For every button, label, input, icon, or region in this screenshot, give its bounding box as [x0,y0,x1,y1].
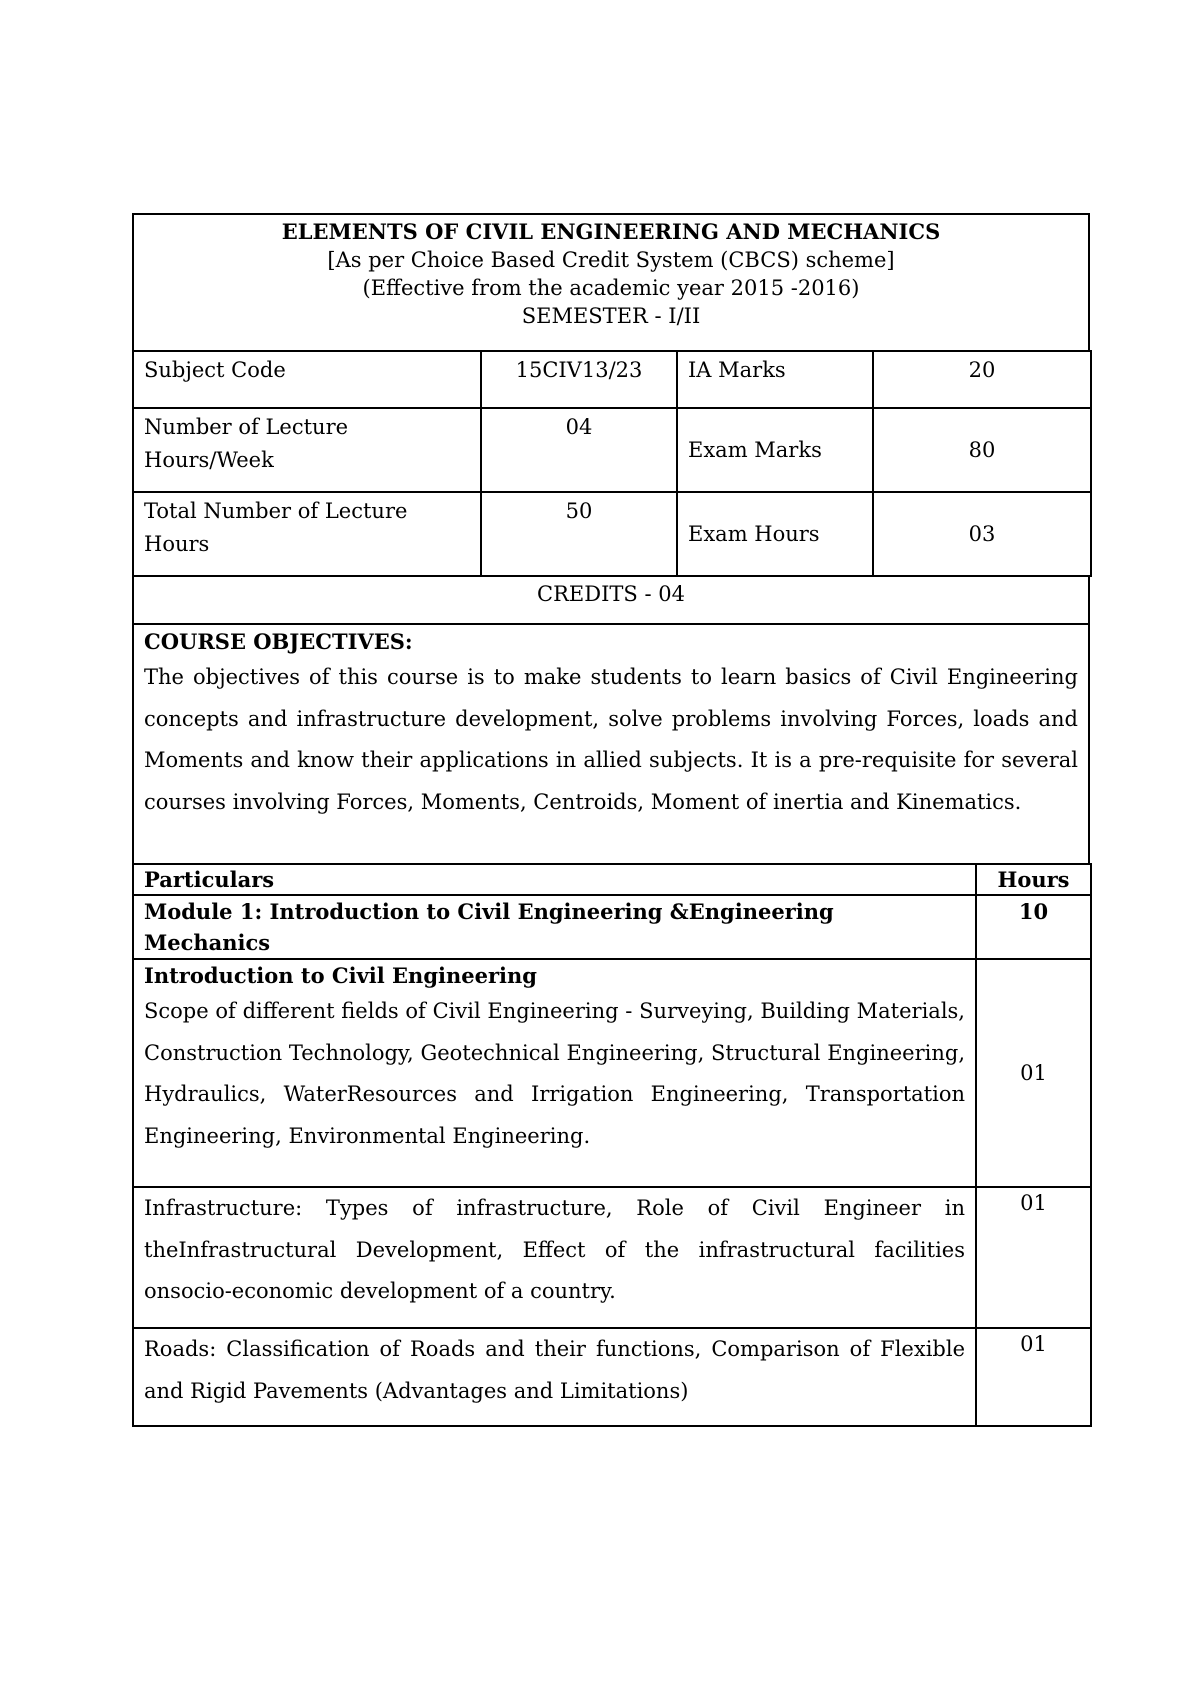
course-info-table [132,350,1092,577]
exam-marks-label: Exam Marks [677,408,873,492]
info-row-subject-code [133,351,1091,408]
topic-row [133,959,1091,1187]
module-hours: 10 [976,895,1091,959]
topic-intro-civil [133,959,976,1187]
syllabus-table [132,863,1092,1427]
topic-text: Scope of different fields of Civil Engineering - Surveying, Building Materials, Construction Technology, Geotechnical Engineering, Structural Engineering, Hydraulics, WaterResources and Irrigation Engineering, Transportation Engineering, Environmental Engineering. [144,999,965,1148]
topic-row [133,1328,1091,1426]
course-title: ELEMENTS OF CIVIL ENGINEERING AND MECHANICS [281,219,941,244]
topic-subtitle: Introduction to Civil Engineering [144,963,537,988]
ia-marks-value: 20 [873,351,1091,408]
hours-header: Hours [976,864,1091,895]
cbcs-line: [As per Choice Based Credit System (CBCS) scheme] [327,248,895,272]
objectives-table [132,623,1090,865]
module-title: Module 1: Introduction to Civil Engineering &Engineering Mechanics [133,895,976,959]
exam-marks-value: 80 [873,408,1091,492]
course-objectives [133,624,1089,864]
subject-code-label: Subject Code [133,351,481,408]
effective-year-line: (Effective from the academic year 2015 -2016) [362,276,860,300]
total-hours-label: Total Number of Lecture Hours [133,492,481,576]
objectives-text: The objectives of this course is to make students to learn basics of Civil Engineering concepts and infrastructure development, solve problems involving Forces, loads and Moments and know their applications in allied subjects. It is a pre-requisite for several courses involving Forces, Moments, Centroids, Moment of inertia and Kinematics. [144,665,1078,814]
topic-hours: 01 [976,959,1091,1187]
info-row-total-hours [133,492,1091,576]
ia-marks-label: IA Marks [677,351,873,408]
subject-code-value: 15CIV13/23 [481,351,677,408]
lecture-hours-week-value: 04 [481,408,677,492]
total-hours-value: 50 [481,492,677,576]
info-row-lecture-hours [133,408,1091,492]
topic-infrastructure [133,1187,976,1328]
lecture-hours-week-label: Number of Lecture Hours/Week [133,408,481,492]
topic-text: Infrastructure: Types of infrastructure, Role of Civil Engineer in theInfrastructural Development, Effect of the infrastructural facilities onsocio-economic development of a country. [144,1196,965,1303]
topic-hours: 01 [976,1328,1091,1426]
syllabus-header-row [133,864,1091,895]
topic-hours: 01 [976,1187,1091,1328]
module-row [133,895,1091,959]
topic-roads [133,1328,976,1426]
objectives-title: COURSE OBJECTIVES: [144,629,413,654]
particulars-header: Particulars [133,864,976,895]
exam-hours-value: 03 [873,492,1091,576]
syllabus-sheet [132,213,1090,1427]
topic-text: Roads: Classification of Roads and their functions, Comparison of Flexible and Rigid Pavements (Advantages and Limitations) [144,1337,965,1403]
course-header [133,214,1089,351]
exam-hours-label: Exam Hours [677,492,873,576]
topic-row [133,1187,1091,1328]
credits-value: CREDITS - 04 [133,576,1089,624]
semester-line: SEMESTER - I/II [521,304,701,328]
credits-table [132,575,1090,625]
course-header-table [132,213,1090,352]
